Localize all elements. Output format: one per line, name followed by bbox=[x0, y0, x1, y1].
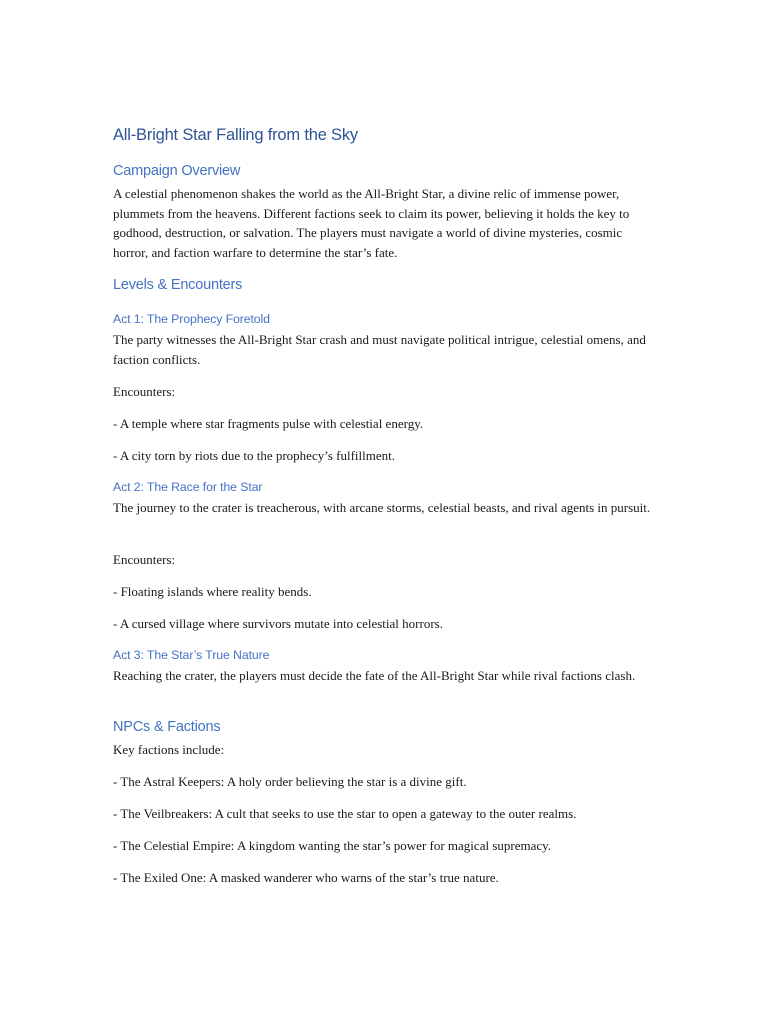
act2-encounter-item: - Floating islands where reality bends. bbox=[113, 584, 312, 599]
act1-heading: Act 1: The Prophecy Foretold bbox=[113, 312, 270, 326]
faction-item: - The Celestial Empire: A kingdom wanting the star’s power for magical supremacy. bbox=[113, 838, 552, 853]
overview-paragraph: A celestial phenomenon shakes the world as the All-Bright Star, a divine relic of immense power, plummets from the heavens. Different factions seek to claim its power, believing it holds the key to godhood, destruction, or salvation. The players must navigate a world of divine mysteries, cosmic horror, and faction warfare to determine the star’s fate. bbox=[113, 186, 630, 260]
act1-encounter-item: - A temple where star fragments pulse with celestial energy. bbox=[113, 416, 424, 431]
section-heading-levels-encounters: Levels & Encounters bbox=[113, 277, 243, 293]
faction-item: - The Veilbreakers: A cult that seeks to use the star to open a gateway to the outer realms. bbox=[113, 806, 577, 821]
faction-item: - The Exiled One: A masked wanderer who warns of the star’s true nature. bbox=[113, 870, 499, 885]
act1-paragraph: The party witnesses the All-Bright Star crash and must navigate political intrigue, celestial omens, and faction conflicts. bbox=[113, 332, 646, 367]
document-title: All-Bright Star Falling from the Sky bbox=[113, 126, 358, 144]
document-page bbox=[113, 0, 658, 1024]
faction-item: - The Astral Keepers: A holy order believing the star is a divine gift. bbox=[113, 774, 467, 789]
section-heading-npcs-factions: NPCs & Factions bbox=[113, 719, 221, 735]
act1-encounters-label: Encounters: bbox=[113, 384, 176, 399]
act2-encounter-item: - A cursed village where survivors mutate into celestial horrors. bbox=[113, 616, 443, 631]
section-heading-campaign-overview: Campaign Overview bbox=[113, 163, 241, 179]
act1-encounter-item: - A city torn by riots due to the prophecy’s fulfillment. bbox=[113, 448, 395, 463]
act2-heading: Act 2: The Race for the Star bbox=[113, 480, 263, 494]
act3-heading: Act 3: The Star’s True Nature bbox=[113, 648, 270, 662]
npcs-intro: Key factions include: bbox=[113, 742, 225, 757]
act2-paragraph: The journey to the crater is treacherous, with arcane storms, celestial beasts, and rival agents in pursuit. bbox=[113, 500, 651, 515]
act2-encounters-label: Encounters: bbox=[113, 552, 176, 567]
act3-paragraph: Reaching the crater, the players must decide the fate of the All-Bright Star while rival factions clash. bbox=[113, 668, 636, 683]
